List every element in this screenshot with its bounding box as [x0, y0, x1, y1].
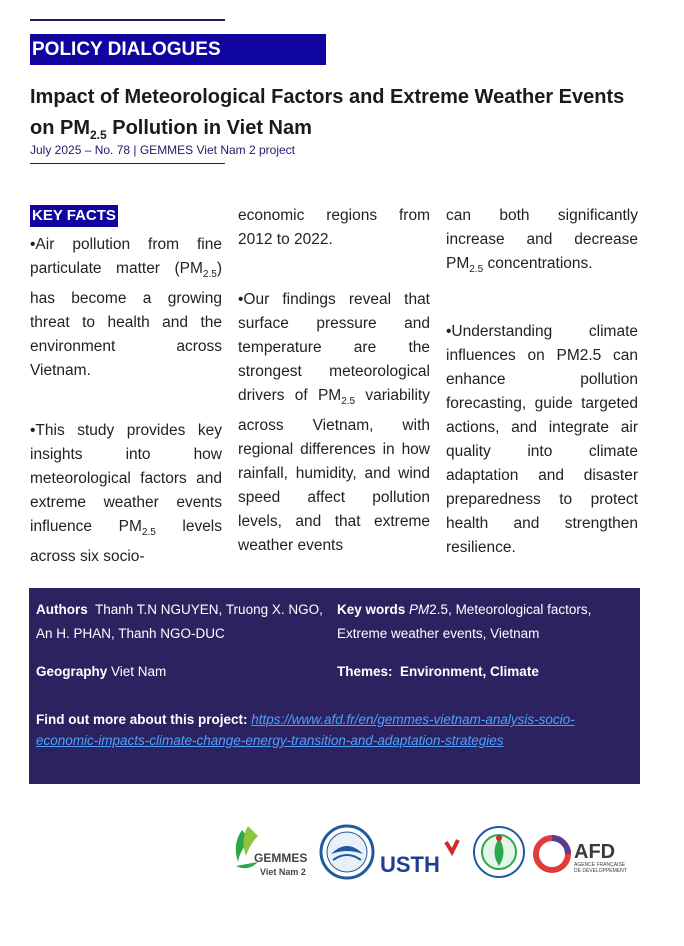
partner-logos [228, 822, 638, 884]
keywords-block: Key words PM2.5, Meteorological factors, Extreme weather events, Vietnam [337, 602, 592, 641]
page-title: Impact of Meteorological Factors and Extreme Weather Events on $PM_{2.5}$ Pollution in Viet Nam [30, 86, 625, 142]
fact-paragraph: •Understanding climate influences on PM2.5 can enhance pollution forecasting, guide targeted actions, and integrate air quality into climate adaptation and disaster preparedness to protect health and strengthen resilience. [446, 323, 638, 557]
top-rule [30, 19, 225, 21]
fact-paragraph: •Air pollution from fine particulate matter $(PM_{2.5})$ has become a growing threat to health and the environment across Vietnam. [30, 236, 222, 380]
svg-text:AGENCE FRANÇAISE: AGENCE FRANÇAISE [574, 862, 626, 868]
svg-text:DE DÉVELOPPEMENT: DE DÉVELOPPEMENT [574, 868, 627, 874]
fact-paragraph: economic regions from 2012 to 2022. [238, 207, 430, 248]
fact-paragraph: •This study provides key insights into how meteorological factors and extreme weather events influence $PM_{2.5}$ levels across six socio- [30, 422, 223, 566]
themes-block: Themes: Environment, Climate [337, 664, 539, 679]
svg-text:USTH: USTH [380, 852, 440, 877]
afd-logo [532, 830, 638, 878]
svg-text:AFD: AFD [574, 841, 616, 863]
key-facts-label: KEY FACTS [30, 205, 118, 227]
key-facts-column-2 [238, 204, 430, 558]
ministry-logo [472, 824, 526, 880]
fact-paragraph: •Our findings reveal that surface pressure and temperature are the strongest meteorological drivers of $PM_{2.5}$ variability across Vietnam, with regional differences in how rainfall, humidity, and wind speed affect pollution levels, and that extreme weather events [238, 291, 430, 555]
university-logo [319, 824, 375, 880]
fact-paragraph: can both significantly increase and decrease $PM_{2.5}$ concentrations. [446, 207, 638, 276]
section-banner: POLICY DIALOGUES [30, 34, 326, 65]
key-facts-column-3 [446, 204, 638, 560]
authors-block: Authors Thanh T.N NGUYEN, Truong X. NGO, An H. PHAN, Thanh NGO-DUC [36, 602, 323, 641]
gemmes-logo [228, 822, 314, 882]
issue-rule [30, 163, 225, 164]
issue-line: July 2025 – No. 78 | GEMMES Viet Nam 2 project [30, 143, 296, 157]
usth-logo [380, 836, 464, 882]
geography-block: Geography Viet Nam [36, 664, 167, 679]
find-out-more: Find out more about this project: https://www.afd.fr/en/gemmes-vietnam-analysis-socio-economic-impacts-climate-change-energy-transition-and-adaptation-strategies [36, 712, 575, 748]
project-info-box [29, 588, 640, 784]
svg-text:Viet Nam 2: Viet Nam 2 [260, 867, 306, 877]
svg-text:GEMMES: GEMMES [254, 851, 308, 865]
project-link[interactable]: https://www.afd.fr/en/gemmes-vietnam-analysis-socio-economic-impacts-climate-change-energy-transition-and-adaptation-strategies [36, 712, 575, 748]
key-facts-column-1 [30, 204, 222, 569]
